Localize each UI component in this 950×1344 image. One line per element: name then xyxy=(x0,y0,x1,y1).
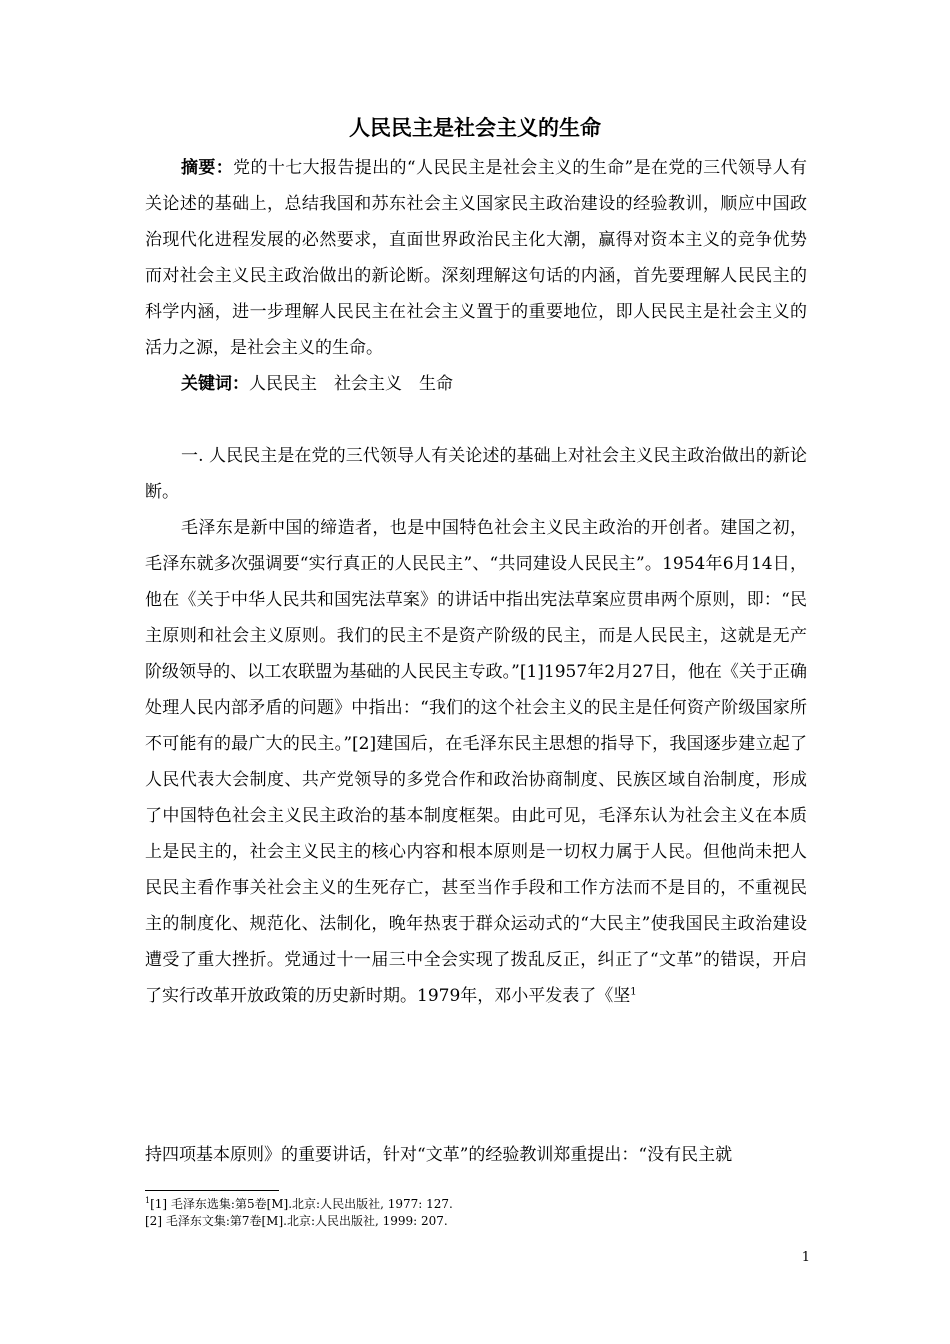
abstract-paragraph xyxy=(145,150,807,366)
footnote-text: [2] 毛泽东文集:第7卷[M].北京:人民出版社, 1999: 207. xyxy=(145,1214,448,1228)
abstract-text: 党的十七大报告提出的“人民民主是社会主义的生命”是在党的三代领导人有关论述的基础上，总结我国和苏东社会主义国家民主政治建设的经验教训，顺应中国政治现代化进程发展的必然要求，直面世界政治民主化大潮，赢得对资本主义的竞争优势而对社会主义民主政治做出的新论断。深刻理解这句话的内涵，首先要理解人民民主的科学内涵，进一步理解人民民主在社会主义置于的重要地位，即人民民主是社会主义的活力之源，是社会主义的生命。 xyxy=(145,158,807,358)
body-paragraph-1 xyxy=(145,510,807,1014)
body-paragraph-1-continuation: 持四项基本原则》的重要讲话，针对“文革”的经验教训郑重提出：“没有民主就 xyxy=(145,1145,733,1165)
footnote-text: [1] 毛泽东选集:第5卷[M].北京:人民出版社, 1977: 127. xyxy=(150,1197,453,1211)
body-paragraph-1-text: 毛泽东是新中国的缔造者，也是中国特色社会主义民主政治的开创者。建国之初，毛泽东就多次强调要“实行真正的人民民主”、“共同建设人民民主”。1954年6月14日，他在《关于中华人民共和国宪法草案》的讲话中指出宪法草案应贯串两个原则，即：“民主原则和社会主义原则。我们的民主不是资产阶级的民主，而是人民民主，这就是无产阶级领导的、以工农联盟为基础的人民民主专政。”[1]1957年2月27日，他在《关于正确处理人民内部矛盾的问题》中指出：“我们的这个社会主义的民主是任何资产阶级国家所不可能有的最广大的民主。”[2]建国后，在毛泽东民主思想的指导下，我国逐步建立起了人民代表大会制度、共产党领导的多党合作和政治协商制度、民族区域自治制度，形成了中国特色社会主义民主政治的基本制度框架。由此可见，毛泽东认为社会主义在本质上是民主的，社会主义民主的核心内容和根本原则是一切权力属于人民。但他尚未把人民民主看作事关社会主义的生死存亡，甚至当作手段和工作方法而不是目的，不重视民主的制度化、规范化、法制化，晚年热衷于群众运动式的“大民主”使我国民主政治建设遭受了重大挫折。党通过十一届三中全会实现了拨乱反正，纠正了“文革”的错误，开启了实行改革开放政策的历史新时期。1979年，邓小平发表了《坚 xyxy=(145,518,807,1006)
keywords-label: 关键词： xyxy=(181,374,249,394)
abstract-label: 摘要： xyxy=(181,158,234,178)
footnote-item xyxy=(145,1213,807,1230)
keywords-paragraph xyxy=(145,366,807,402)
footnote-reference-mark[interactable]: 1 xyxy=(630,986,637,998)
keywords-text: 人民民主 社会主义 生命 xyxy=(249,374,453,394)
section-heading-1: 一. 人民民主是在党的三代领导人有关论述的基础上对社会主义民主政治做出的新论断。 xyxy=(145,446,807,502)
footnote-mark: 1 xyxy=(145,1196,151,1205)
document-title: 人民民主是社会主义的生命 xyxy=(349,115,601,140)
footnote-separator xyxy=(145,1190,279,1191)
footnote-item xyxy=(145,1196,807,1213)
footnotes xyxy=(145,1196,807,1230)
page-number: 1 xyxy=(801,1250,810,1265)
